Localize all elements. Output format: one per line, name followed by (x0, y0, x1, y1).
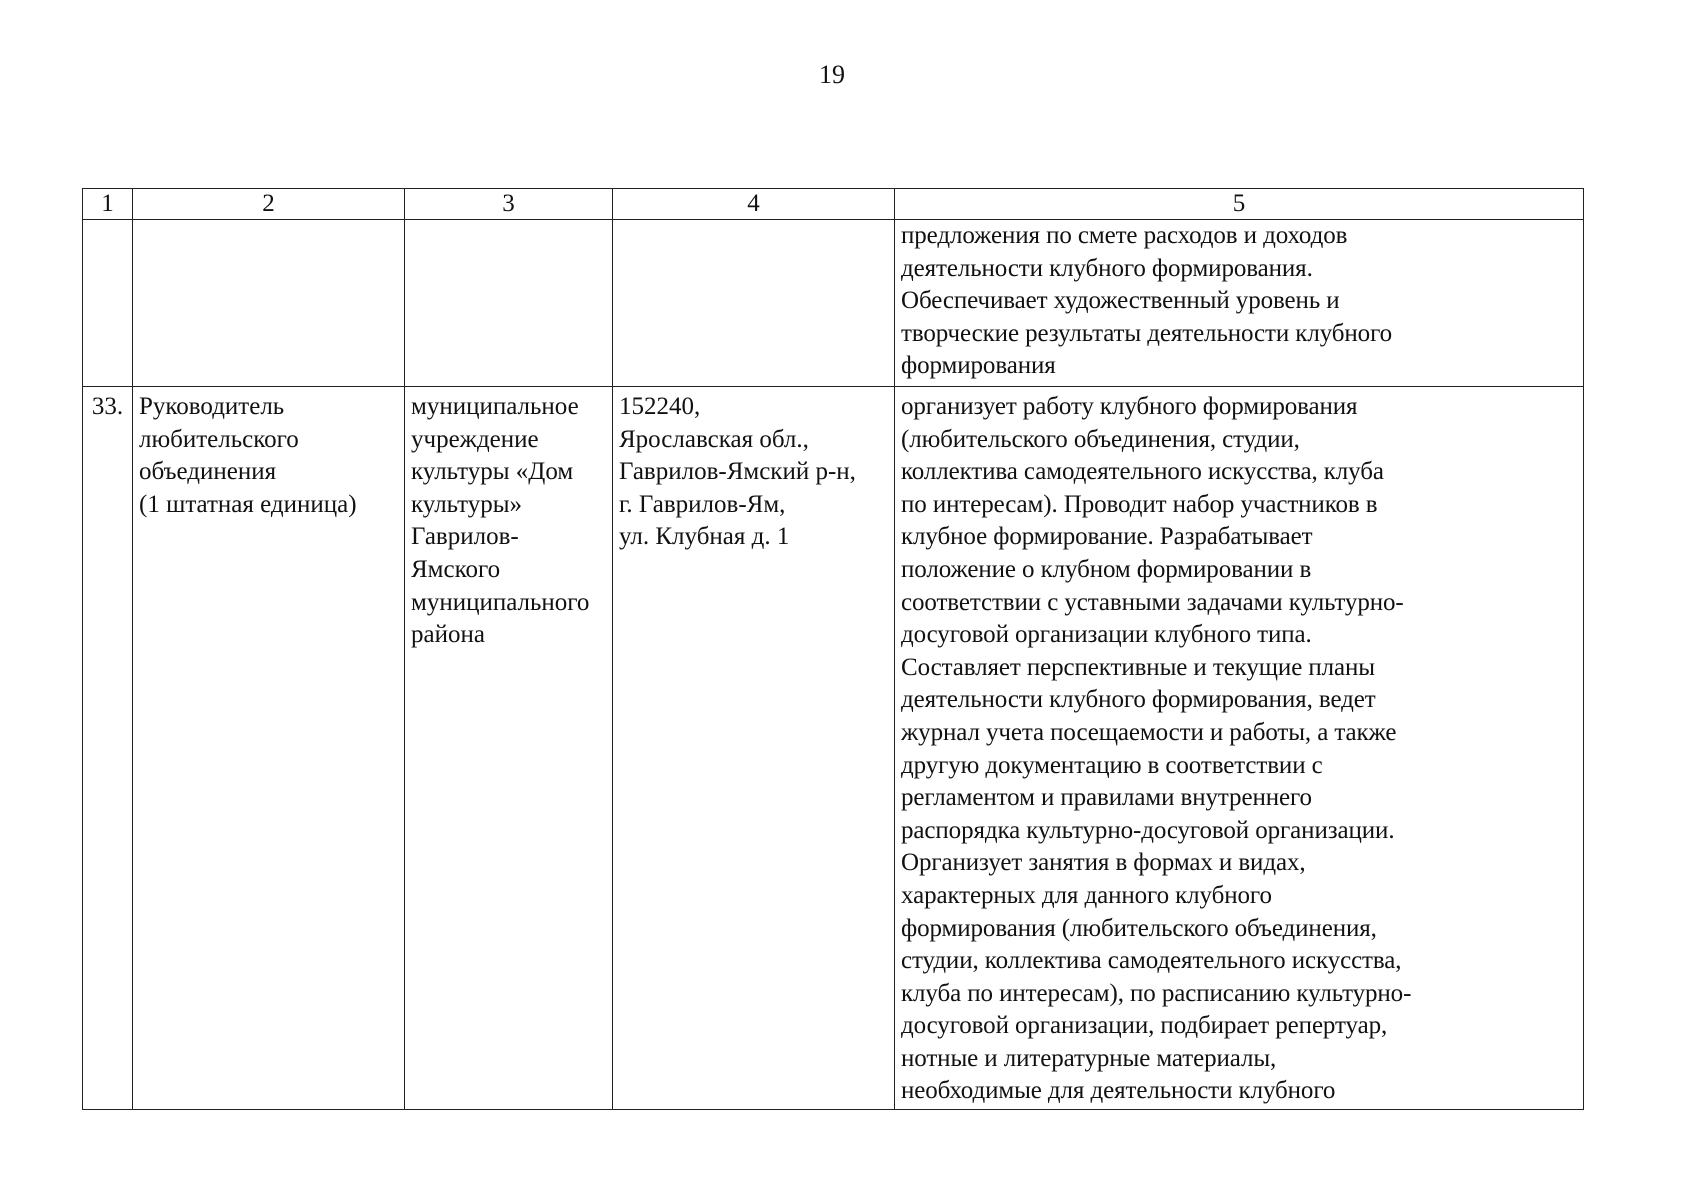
organization-line: Ямского (411, 555, 501, 583)
organization-cell (405, 387, 613, 1110)
duties-line: клуба по интересам), по расписанию культурно- (901, 979, 1412, 1007)
address-line: 152240, (619, 393, 701, 420)
duties-line: Составляет перспективные и текущие планы (901, 653, 1375, 681)
organization-line: культуры» (411, 490, 523, 518)
duties-line: деятельности клубного формирования, ведет (901, 686, 1376, 714)
organization-line: муниципального (411, 588, 590, 616)
page-number: 19 (819, 60, 845, 89)
organization-line: района (411, 621, 485, 649)
duties-line: журнал учета посещаемости и работы, а также (901, 718, 1397, 746)
organization-line: муниципальное (411, 393, 579, 420)
duties-line: досуговой организации клубного типа. (901, 621, 1312, 649)
duties-line: формирования (любительского объединения, (901, 914, 1377, 942)
duties-line: положение о клубном формировании в (901, 555, 1312, 583)
duties-cell (895, 387, 1584, 1110)
organization-line: учреждение (411, 425, 539, 453)
position-line: Руководитель (139, 393, 285, 420)
continuation-cell-3 (405, 220, 613, 387)
duties-line: предложения по смете расходов и доходов (901, 222, 1348, 249)
position-line: любительского (139, 425, 299, 453)
address-cell (613, 387, 895, 1110)
continuation-cell-2 (133, 220, 405, 387)
duties-line: другую документацию в соответствии с (901, 751, 1323, 779)
organization-line: культуры «Дом (411, 458, 574, 486)
positions-table (82, 188, 1584, 1110)
duties-line: клубное формирование. Разрабатывает (901, 523, 1313, 551)
duties-line: коллектива самодеятельного искусства, клуба (901, 458, 1384, 486)
duties-line: досуговой организации, подбирает репертуар, (901, 1012, 1388, 1040)
column-header-5: 5 (895, 189, 1584, 220)
duties-line: творческие результаты деятельности клубного (901, 319, 1393, 347)
column-header-4: 4 (613, 189, 895, 220)
column-header-1: 1 (83, 189, 133, 220)
duties-line: студии, коллектива самодеятельного искусства, (901, 947, 1402, 975)
position-title-cell (133, 387, 405, 1110)
address-line: Ярославская обл., (619, 425, 809, 453)
continuation-cell-4 (613, 220, 895, 387)
position-line: (1 штатная единица) (139, 490, 357, 518)
duties-line: регламентом и правилами внутреннего (901, 784, 1312, 812)
duties-line: необходимые для деятельности клубного (901, 1077, 1336, 1105)
duties-line: организует работу клубного формирования (901, 393, 1358, 420)
position-line: объединения (139, 458, 277, 486)
organization-line: Гаврилов- (411, 523, 519, 551)
address-line: ул. Клубная д. 1 (619, 523, 790, 551)
address-line: г. Гаврилов-Ям, (619, 490, 786, 518)
duties-line: Организует занятия в формах и видах, (901, 849, 1306, 877)
duties-line: (любительского объединения, студии, (901, 425, 1300, 453)
duties-line: по интересам). Проводит набор участников в (901, 490, 1378, 518)
continuation-row (83, 220, 1584, 387)
column-number-row (83, 189, 1584, 220)
duties-line: соответствии с уставными задачами культурно- (901, 588, 1404, 616)
duties-line: характерных для данного клубного (901, 881, 1272, 909)
column-header-2: 2 (133, 189, 405, 220)
duties-line: распорядка культурно-досуговой организации. (901, 816, 1395, 844)
continuation-duties-cell (895, 220, 1584, 387)
duties-line: нотные и литературные материалы, (901, 1044, 1277, 1072)
table-row (83, 387, 1584, 1110)
entry-number: 33. (83, 387, 133, 1110)
continuation-cell-1 (83, 220, 133, 387)
duties-line: Обеспечивает художественный уровень и (901, 287, 1340, 315)
duties-line: формирования (901, 352, 1056, 380)
duties-line: деятельности клубного формирования. (901, 254, 1313, 282)
address-line: Гаврилов-Ямский р-н, (619, 458, 856, 486)
column-header-3: 3 (405, 189, 613, 220)
